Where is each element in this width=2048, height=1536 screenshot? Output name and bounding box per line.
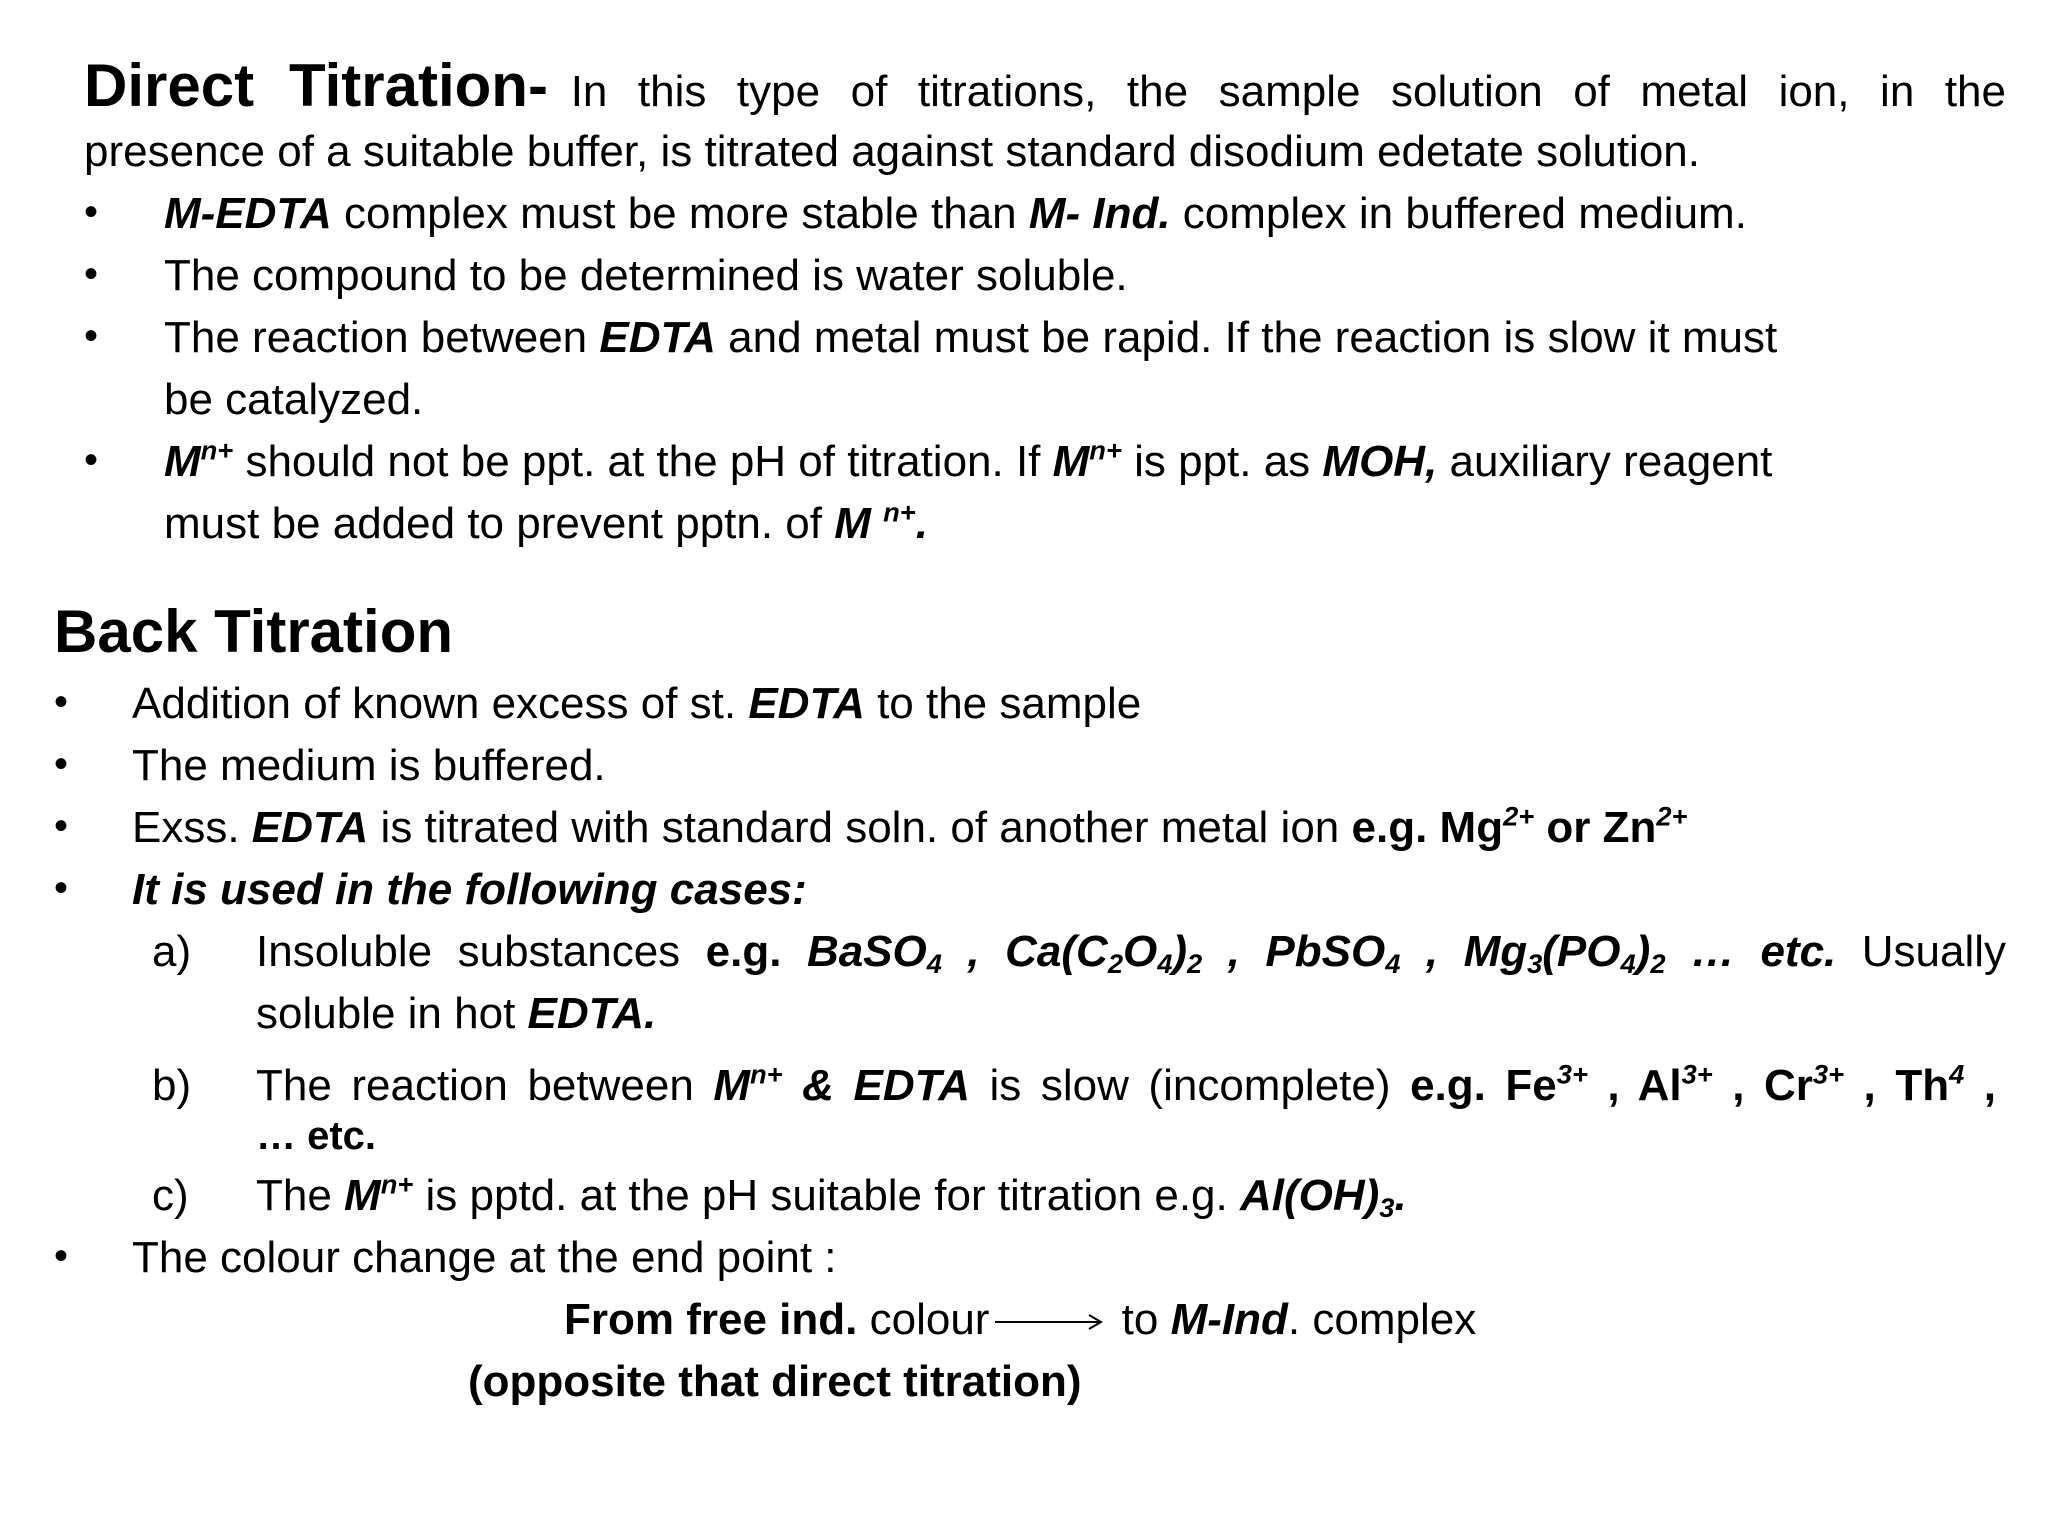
case-a-line1: Insoluble substances e.g. BaSO$_4$ , $Ca(C_2O_4)_2$ , PbSO$_4$ , $Mg_3(PO_4)_2$ … etc. Usually	[256, 927, 2007, 979]
direct-bullet-3-cont: be catalyzed.	[164, 375, 424, 424]
bullet-icon: •	[54, 1234, 69, 1278]
back-bullet-3: Exss. EDTA is titrated with standard soln. of another metal ion e.g. $Mg^{2+}$ or $Zn^{2+}$	[132, 800, 1688, 852]
direct-bullet-4: $M^{n+}$ should not be ppt. at the pH of titration. If $M^{n+}$ is ppt. as MOH, auxiliary reagent	[164, 434, 1773, 486]
direct-heading: Direct Titration-	[84, 52, 548, 119]
bullet-icon: •	[54, 680, 69, 724]
case-a-line2: soluble in hot EDTA.	[256, 989, 657, 1038]
bullet-icon: •	[54, 742, 69, 786]
back-bullet-4: It is used in the following cases:	[132, 865, 807, 914]
case-b-line2: … etc.	[256, 1114, 377, 1158]
colour-change-line: From free ind. colour to M-Ind. complex	[564, 1295, 1477, 1344]
back-bullet-1: Addition of known excess of st. EDTA to the sample	[132, 679, 1142, 728]
opposite-note: (opposite that direct titration)	[468, 1357, 1082, 1406]
case-b-line1: The reaction between $M^{n+}$ & EDTA is slow (incomplete) e.g. $Fe^{3+}$ , $Al^{3+}$ , $Cr^{3+}$ , Th$^4$ ,	[256, 1058, 1997, 1110]
case-b-marker: b)	[152, 1061, 192, 1110]
bullet-icon: •	[84, 252, 99, 296]
bullet-icon: •	[54, 866, 69, 910]
bullet-icon: •	[84, 190, 99, 234]
bullet-icon: •	[54, 804, 69, 848]
direct-bullet-1: M-EDTA complex must be more stable than M- Ind. complex in buffered medium.	[164, 189, 1747, 238]
back-bullet-2: The medium is buffered.	[132, 741, 606, 790]
case-a-marker: a)	[152, 927, 192, 976]
direct-intro-line2: presence of a suitable buffer, is titrated against standard disodium edetate solution.	[84, 127, 1700, 176]
direct-bullet-3: The reaction between EDTA and metal must be rapid. If the reaction is slow it must	[164, 313, 1778, 362]
case-c-marker: c)	[152, 1171, 189, 1220]
right-arrow-icon	[993, 1312, 1105, 1332]
bullet-icon: •	[84, 438, 99, 482]
back-heading: Back Titration	[54, 598, 453, 665]
direct-intro-line1: Direct Titration- In this type of titrations, the sample solution of metal ion, in the	[84, 52, 2006, 119]
back-bullet-5: The colour change at the end point :	[132, 1233, 837, 1282]
direct-bullet-2: The compound to be determined is water soluble.	[164, 251, 1128, 300]
bullet-icon: •	[84, 314, 99, 358]
case-c-line: The $M^{n+}$ is pptd. at the pH suitable for titration e.g. $Al(OH)_3$.	[256, 1168, 1407, 1223]
direct-bullet-4-cont: must be added to prevent pptn. of M $^{n+}$.	[164, 496, 928, 548]
